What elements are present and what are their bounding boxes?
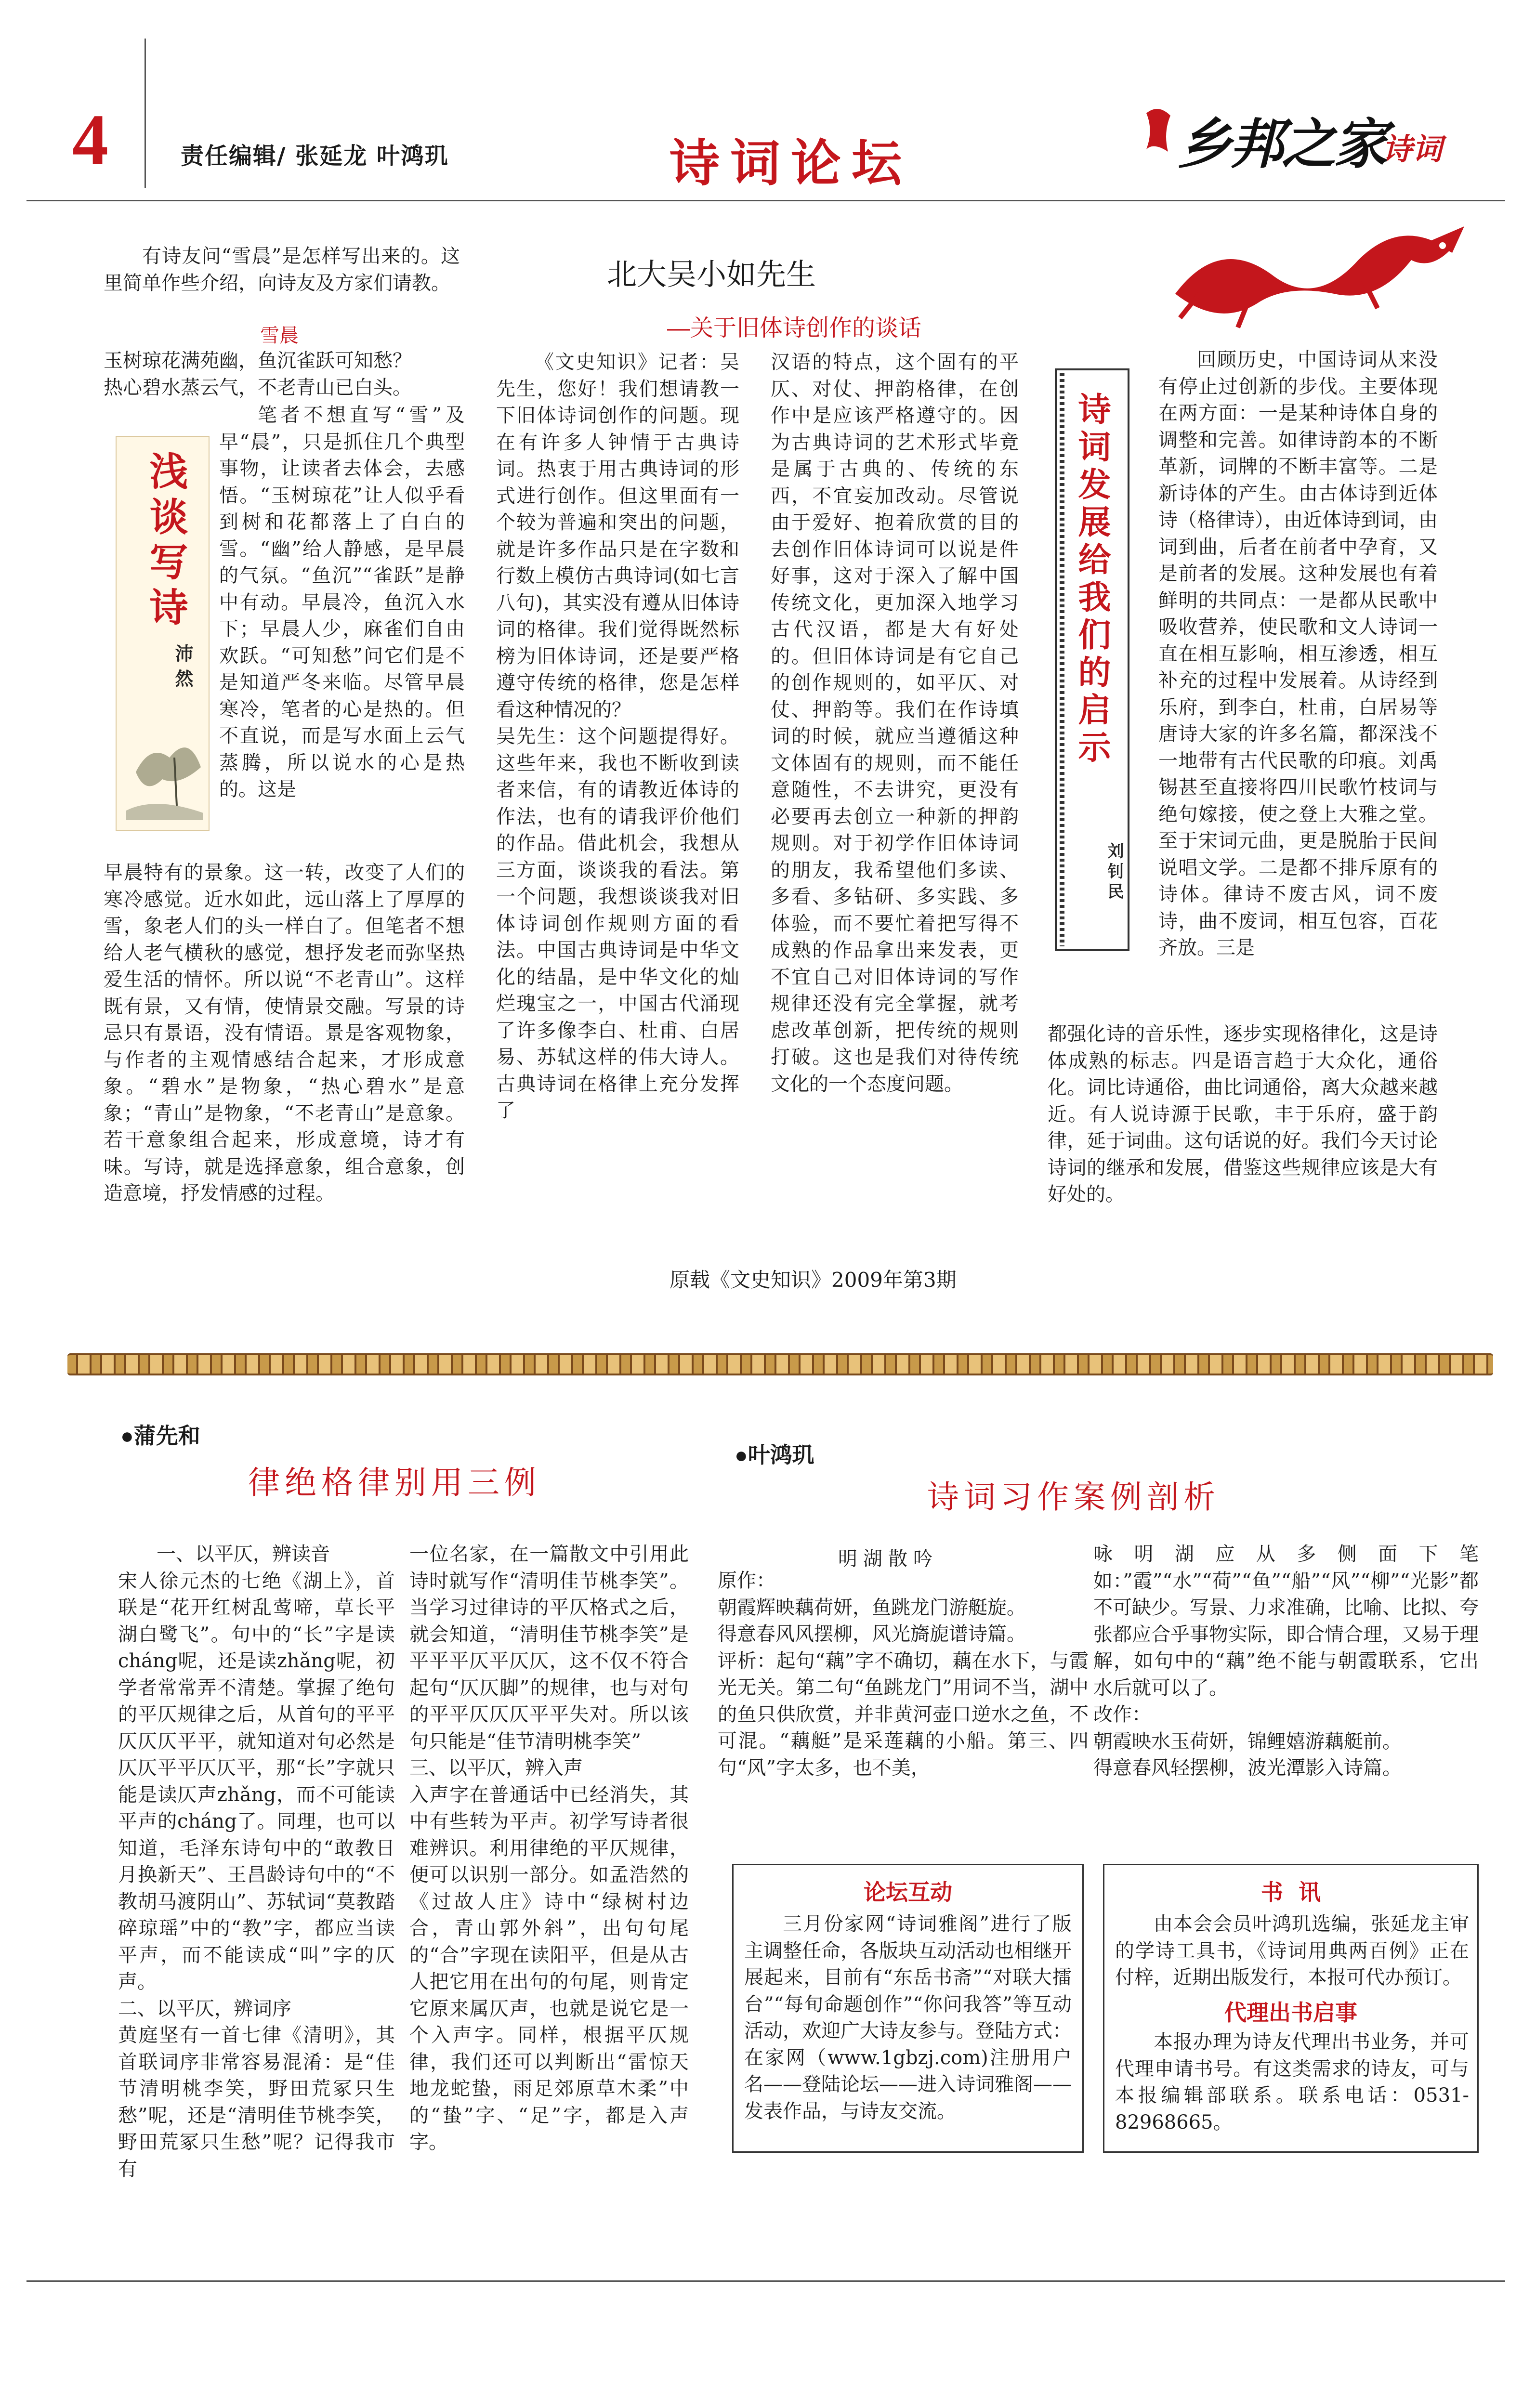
ye-poem-title: 明湖散吟	[838, 1548, 938, 1570]
dragon-icon	[1161, 207, 1474, 332]
page-number: 4	[72, 100, 108, 180]
pu-byline: ●蒲先和	[120, 1423, 200, 1448]
forum-text: 三月份家网“诗词雅阁”进行了版主调整任命，各版块互动活动也相继开展起来，目前有“东岳书斋”“对联大擂台”“每旬命题创作”“你问我答”等互动活动，欢迎广大诗友参与。登陆方式：在家网（www.1gbzj.com)注册用户名——登陆论坛——进入诗词雅阁——发表作品，与诗友交流。	[744, 1913, 1072, 2122]
xuechen-column-title: 浅谈写诗	[143, 451, 188, 632]
poem-title-xuechen: 雪晨	[260, 325, 299, 347]
forum-title: 论坛互动	[864, 1879, 952, 1905]
xuechen-body-b: 早晨特有的景象。这一转，改变了人们的寒冷感觉。近水如此，远山落上了厚厚的雪，象老人们的头一样白了。但笔者不想给人老气横秋的感觉，想抒发老而弥坚热爱生活的情怀。所以说“不老青山”。这样既有景，又有情，使情景交融。写景的诗忌只有景语，没有情语。景是客观物象，与作者的主观情感结合起来，才形成意象。“碧水”是物象，“热心碧水”是意象；“青山”是物象，“不老青山”是意象。若干意象组合起来，形成意境，诗才有味。写诗，就是选择意象，组合意象，创造意境，抒发情感的过程。	[104, 862, 465, 1204]
brand-calligraphy: 乡邦之家	[1178, 113, 1386, 176]
liu-body-bottom: 都强化诗的音乐性，逐步实现格律化，这是诗体成熟的标志。四是语言趋于大众化，通俗化。词比诗通俗，曲比词通俗，离大众越来越近。有人说诗源于民歌，丰于乐府，盛于韵律，延于词曲。这句话说的好。我们今天讨论诗词的继承和发展，借鉴这些规律应该是大有好处的。	[1048, 1023, 1438, 1205]
wu-subtitle: —关于旧体诗创作的谈话	[667, 315, 922, 341]
liu-author: 刘钊民	[1104, 842, 1124, 903]
poem-body-xuechen: 玉树琼花满苑幽，鱼沉雀跃可知愁？ 热心碧水蒸云气，不老青山已白头。	[104, 350, 412, 399]
decorative-border	[67, 1353, 1493, 1375]
forum-box	[732, 1864, 1084, 2153]
book-news-text: 由本会会员叶鸿玑选编，张延龙主审的学诗工具书，《诗词用典两百例》正在付梓，近期出版发行，本报可代办预订。	[1115, 1913, 1469, 1989]
ye-title: 诗词习作案例剖析	[927, 1479, 1220, 1516]
section-title: 诗词论坛	[670, 133, 913, 193]
footer-rule	[26, 2280, 1505, 2282]
book-news-box	[1103, 1864, 1479, 2153]
header-divider-vertical	[144, 39, 146, 188]
book-news-title: 书 讯	[1260, 1879, 1321, 1905]
xuechen-intro: 有诗友问“雪晨”是怎样写出来的。这里简单作些介绍，向诗友及方家们请教。	[104, 245, 460, 294]
pu-col2: 一位名家，在一篇散文中引用此诗时就写作“清明佳节桃李笑”。当学习过律诗的平仄格式之后，就会知道，“清明佳节桃李笑”是平平平仄平仄仄，这不仅不符合起句“仄仄脚”的规律，也与对句的平平仄仄仄平平失对。所以该句只能是“佳节清明桃李笑” 三、以平仄，辨入声 入声字在普通话中已经消失，其中有些转为平声。初学写诗者很难辨识。利用律绝的平仄规律，便可以识别一部分。如孟浩然的《过故人庄》诗中“绿树村边合，青山郭外斜”，出句句尾的“合”字现在读阳平，但是从古人把它用在出句的句尾，则肯定它原来属仄声，也就是说它是一个入声字。同样，根据平仄规律，我们还可以判断出“雷惊天地龙蛇蛰，雨足郊原草木柔”中的“蛰”字、“足”字，都是入声字。	[409, 1543, 689, 2153]
liu-column-title: 诗词发展给我们的启示	[1073, 392, 1111, 768]
xuechen-body-a: 笔者不想直写“雪”及早“晨”，只是抓住几个典型事物，让读者去体会，去感悟。“玉树琼花”让人似乎看到树和花都落上了白白的雪。“幽”给人静感，是早晨的气氛。“鱼沉”“雀跃”是静中有动。早晨冷，鱼沉入水下；早晨人少，麻雀们自由欢跃。“可知愁”问它们是不是知道严冬来临。尽管早晨寒冷，笔者的心是热的。但不直说，而是写水面上云气蒸腾，所以说水的心是热的。这是	[219, 404, 465, 800]
wu-source: 原载《文史知识》2009年第3期	[670, 1268, 957, 1292]
brand-suffix: 诗词	[1382, 131, 1443, 167]
header-rule	[26, 200, 1505, 201]
liu-body-top: 回顾历史，中国诗词从来没有停止过创新的步伐。主要体现在两方面：一是某种诗体自身的调整和完善。如律诗韵本的不断革新，词牌的不断丰富等。二是新诗体的产生。由古体诗到近体诗（格律诗），由近体诗到词，由词到曲，后者在前者中孕育，又是前者的发展。这种发展也有着鲜明的共同点：一是都从民歌中吸收营养，使民歌和文人诗词一直在相互影响，相互渗透，相互补充的过程中发展着。从诗经到乐府，到李白，杜甫，白居易等唐诗大家的许多名篇，都深浅不一地带有古代民歌的印痕。刘禹锡甚至直接将四川民歌竹枝词与绝句嫁接，使之登上大雅之堂。至于宋词元曲，更是脱胎于民间说唱文学。二是都不排斥原有的诗体。律诗不废古风，词不废诗，曲不废词，相互包容，百花齐放。三是	[1158, 349, 1438, 959]
xuechen-author: 沛然	[172, 644, 194, 694]
seal-icon	[1142, 104, 1175, 157]
ink-landscape-icon	[117, 714, 210, 825]
ye-col2: 咏明湖应从多侧面下笔如：”霞”“水”“荷”“鱼”“船”“风”“柳”“光影”都不可缺少。写景、力求准确，比喻、比拟、夸张都应合乎事物实际，即合情合理，又易于理解，如句中的“藕”绝不能与朝霞联系，它出水后就可以了。 改作： 朝霞映水玉荷妍，锦鲤嬉游藕艇前。 得意春风轻摆柳，波光潭影入诗篇。	[1093, 1543, 1479, 1779]
ye-col1: 原作： 朝霞辉映藕荷妍，鱼跳龙门游艇旋。 得意春风风摆柳，风光旖旎谱诗篇。 评析：起句“藕”字不确切，藕在水下，与霞光无关。第二句“鱼跳龙门”用词不当，湖中的鱼只供欣赏，并非黄河壶口逆水之鱼，不可混。“藕艇”是采莲藕的小船。第三、四句“风”字太多，也不美，	[718, 1570, 1089, 1779]
publish-notice-text: 本报办理为诗友代理出书业务，并可代理申请书号。有这类需求的诗友，可与本报编辑部联系。联系电话：0531-82968665。	[1115, 2031, 1469, 2133]
pu-col1: 一、以平仄，辨读音 宋人徐元杰的七绝《湖上》，首联是“花开红树乱莺啼，草长平湖白鹭飞”。句中的“长”字是读cháng呢，还是读zhǎng呢，初学者常常弄不清楚。掌握了绝句的平仄规律之后，从首句的平平仄仄仄平平，就知道对句必然是仄仄平平仄仄平，那“长”字就只能是读仄声zhǎng，而不可能读平声的cháng了。同理，也可以知道，毛泽东诗句中的“敢教日月换新天”、王昌龄诗句中的“不教胡马渡阴山”、苏轼词“莫教踏碎琼瑶”中的“教”字，都应当读平声，而不能读成“叫”字的仄声。 二、以平仄，辨词序 黄庭坚有一首七律《清明》，其首联词序非常容易混淆：是“佳节清明桃李笑，野田荒冢只生愁”呢，还是“清明佳节桃李笑，野田荒冢只生愁”呢？记得我市有	[118, 1543, 395, 2180]
wu-col2: 汉语的特点，这个固有的平仄、对仗、押韵格律，在创作中是应该严格遵守的。因为古典诗词的艺术形式毕竟是属于古典的、传统的东西，不宜妄加改动。尽管说由于爱好、抱着欣赏的目的去创作旧体诗词可以说是件好事，这对于深入了解中国传统文化，更加深入地学习古代汉语，都是大有好处的。但旧体诗词是有它自己的创作规则的，如平仄、对仗、押韵等。我们在作诗填词的时候，就应当遵循这种文体固有的规则，而不能任意随性，不去讲究，更没有必要再去创立一种新的押韵规则。对于初学作旧体诗词的朋友，我希望他们多读、多看、多钻研、多实践、多体验，而不要忙着把写得不成熟的作品拿出来发表，更不宜自己对旧体诗词的写作规律还没有完全掌握，就考虑改革创新，把传统的规则打破。这也是我们对待传统文化的一个态度问题。	[771, 351, 1019, 1095]
pu-title: 律绝格律别用三例	[248, 1464, 541, 1501]
wu-title: 北大吴小如先生	[607, 258, 816, 291]
brand-logo	[1142, 99, 1450, 176]
wu-col1: 《文史知识》记者：吴先生，您好！我们想请教一下旧体诗词创作的问题。现在有许多人钟情于古典诗词。热衷于用古典诗词的形式进行创作。但这里面有一个较为普遍和突出的问题，就是许多作品只是在字数和行数上模仿古典诗词(如七言八句)，其实没有遵从旧体诗词的格律。我们觉得既然标榜为旧体诗词，还是要严格遵守传统的格律，您是怎样看这种情况的？ 吴先生：这个问题提得好。这些年来，我也不断收到读者来信，有的请教近体诗的作法，也有的请我评价他们的作品。借此机会，我想从三方面，谈谈我的看法。第一个问题，我想谈谈我对旧体诗词创作规则方面的看法。中国古典诗词是中华文化的结晶，是中华文化的灿烂瑰宝之一，中国古代涌现了许多像李白、杜甫、白居易、苏轼这样的伟大诗人。古典诗词在格律上充分发挥了	[496, 351, 739, 1122]
liu-column-box	[1055, 368, 1129, 951]
xuechen-column-box	[116, 436, 210, 831]
ye-byline: ●叶鸿玑	[735, 1442, 814, 1467]
editors-credit: 责任编辑/ 张延龙 叶鸿玑	[181, 143, 449, 170]
liu-box-band-left	[1060, 373, 1064, 946]
publish-notice-title: 代理出书启事	[1224, 2000, 1357, 2026]
